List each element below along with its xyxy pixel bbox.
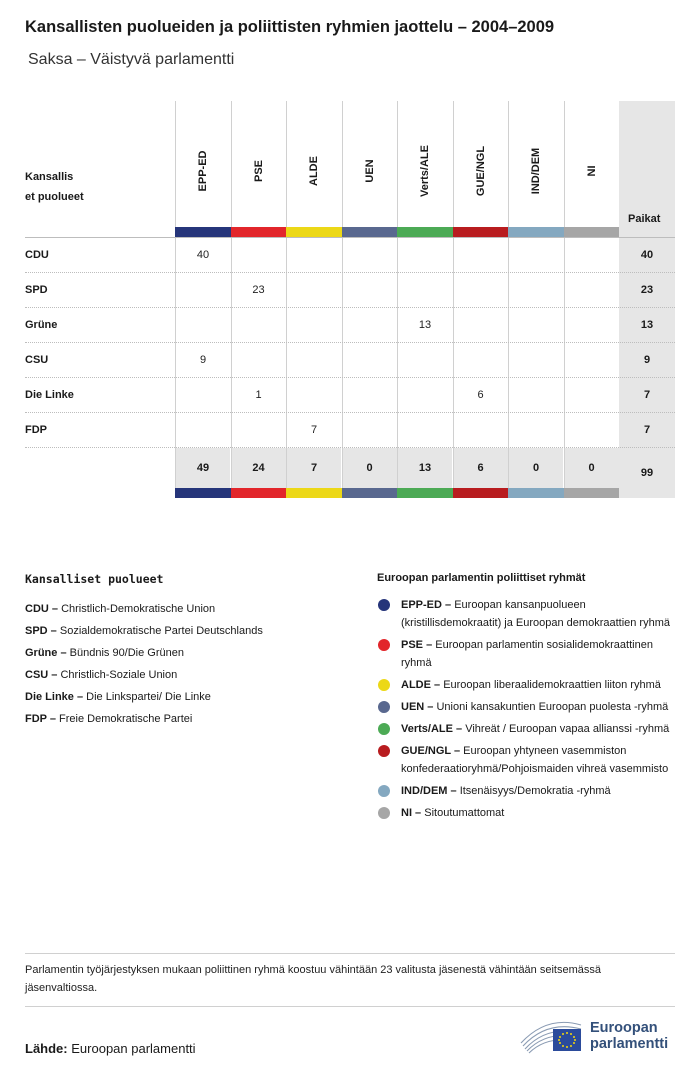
table-cell: 7: [286, 413, 341, 448]
group-legend-full: Euroopan parlamentin sosialidemokraattinen ryhmä: [401, 639, 653, 669]
table-cell: [453, 343, 508, 378]
party-legend-full: Freie Demokratische Partei: [59, 713, 193, 725]
group-color-bar: [508, 227, 564, 237]
party-legend-abbr: FDP –: [25, 713, 56, 725]
party-legend-full: Sozialdemokratische Partei Deutschlands: [59, 625, 263, 637]
group-legend-item: [377, 676, 677, 694]
group-color-dot: [378, 701, 390, 713]
party-legend-full: Christlich-Soziale Union: [60, 669, 178, 681]
seat-distribution-table: [25, 101, 675, 499]
group-legend-abbr: UEN –: [401, 701, 434, 713]
table-cell: [231, 413, 286, 448]
party-legend-item: [25, 642, 355, 664]
group-color-bar: [564, 488, 620, 498]
table-cell: [286, 308, 341, 343]
group-color-bar: [453, 227, 509, 237]
logo-text: [590, 1020, 668, 1052]
table-cell: [175, 378, 230, 413]
table-cell: [508, 308, 563, 343]
party-label: Grüne: [25, 319, 58, 331]
group-color-bar: [231, 227, 287, 237]
group-legend-full: Euroopan liberaalidemokraattien liiton ryhmä: [443, 679, 661, 691]
seats-cell: 40: [619, 238, 675, 273]
table-cell: [397, 413, 452, 448]
logo-line2: parlamentti: [590, 1036, 669, 1052]
party-legend-full: Bündnis 90/Die Grünen: [69, 647, 184, 659]
table-cell: [508, 273, 563, 308]
table-cell: 40: [175, 238, 230, 273]
table-cell: [564, 343, 619, 378]
group-legend-abbr: NI –: [401, 807, 422, 819]
total-cell: 13: [397, 448, 452, 488]
group-color-bar: [508, 488, 564, 498]
political-groups-legend: [377, 572, 677, 826]
seats-header: [619, 101, 675, 237]
group-legend-full: Euroopan kansanpuolueen (kristillisdemokraatit) ja Euroopan demokraattien ryhmä: [401, 599, 670, 629]
group-column-header: [175, 101, 230, 237]
seats-cell: 23: [619, 273, 675, 308]
group-legend-item: [377, 742, 677, 778]
group-legend-item: [377, 698, 677, 716]
table-cell: [175, 273, 230, 308]
party-label: FDP: [25, 424, 47, 436]
table-cell: [564, 378, 619, 413]
table-cell: [231, 308, 286, 343]
group-legend-item: [377, 720, 677, 738]
table-cell: [286, 273, 341, 308]
table-row: [25, 307, 675, 342]
table-cell: [397, 273, 452, 308]
total-cell: 49: [175, 448, 230, 488]
group-color-bar: [286, 227, 342, 237]
total-cell: 0: [564, 448, 619, 488]
group-color-bar: [286, 488, 342, 498]
party-legend-abbr: SPD –: [25, 625, 57, 637]
group-color-bar: [342, 227, 398, 237]
page-subtitle: Saksa – Väistyvä parlamentti: [28, 51, 235, 68]
group-color-dot: [378, 745, 390, 757]
group-color-bar: [564, 227, 620, 237]
ep-logo: [517, 1015, 677, 1057]
grand-total-cell: 99: [619, 448, 675, 498]
table-cell: [453, 308, 508, 343]
table-cell: 9: [175, 343, 230, 378]
table-cell: [397, 378, 452, 413]
group-column-header: [342, 101, 397, 237]
table-cell: [286, 378, 341, 413]
group-column-label: ALDE: [308, 156, 320, 186]
party-legend-item: [25, 598, 355, 620]
group-color-bar: [175, 227, 231, 237]
party-label: SPD: [25, 284, 48, 296]
table-cell: [231, 238, 286, 273]
group-legend-abbr: PSE –: [401, 639, 433, 651]
seats-cell: 7: [619, 378, 675, 413]
party-legend-abbr: Grüne –: [25, 647, 67, 659]
group-legend-abbr: EPP-ED –: [401, 599, 452, 611]
table-cell: [397, 343, 452, 378]
group-column-header: [564, 101, 619, 237]
group-column-header: [231, 101, 286, 237]
page-title: Kansallisten puolueiden ja poliittisten ryhmien jaottelu – 2004–2009: [25, 18, 555, 36]
group-color-dot: [378, 807, 390, 819]
table-row: [25, 377, 675, 412]
group-color-dot: [378, 679, 390, 691]
group-column-label: GUE/NGL: [474, 145, 487, 197]
total-cell: 7: [286, 448, 341, 488]
party-legend-item: [25, 664, 355, 686]
party-legend-abbr: Die Linke –: [25, 691, 84, 703]
table-cell: [342, 343, 397, 378]
table-cell: [453, 273, 508, 308]
table-cell: 6: [453, 378, 508, 413]
table-cell: [453, 413, 508, 448]
group-legend-full: Vihreät / Euroopan vapaa allianssi -ryhmä: [465, 723, 670, 735]
group-legend-item: [377, 636, 677, 672]
group-column-label: UEN: [363, 159, 376, 183]
divider: [25, 1006, 675, 1007]
group-legend-full: Sitoutumattomat: [424, 807, 505, 819]
group-color-dot: [378, 723, 390, 735]
group-column-label: IND/DEM: [530, 147, 542, 195]
table-cell: [564, 413, 619, 448]
party-label: CSU: [25, 354, 49, 366]
seats-cell: 13: [619, 308, 675, 343]
group-legend-abbr: GUE/NGL –: [401, 745, 461, 757]
group-color-bar: [453, 488, 509, 498]
table-cell: [342, 378, 397, 413]
source-label: Lähde:: [25, 1041, 68, 1056]
party-label: Die Linke: [25, 389, 74, 401]
table-cell: [231, 343, 286, 378]
footnote: Parlamentin työjärjestyksen mukaan poliittinen ryhmä koostuu vähintään 23 valitusta jäsenestä vähintään seitsemässä jäsenvaltiossa.: [25, 964, 601, 994]
table-cell: [508, 378, 563, 413]
group-legend-abbr: IND/DEM –: [401, 785, 457, 797]
table-cell: [564, 238, 619, 273]
table-row: [25, 272, 675, 307]
group-color-dot: [378, 639, 390, 651]
table-cell: [342, 273, 397, 308]
table-cell: [397, 238, 452, 273]
source-line: [25, 1041, 196, 1056]
group-color-bar: [397, 227, 453, 237]
table-row: [25, 237, 675, 272]
group-legend-abbr: ALDE –: [401, 679, 441, 691]
table-cell: [508, 413, 563, 448]
group-column-header: [286, 101, 341, 237]
party-legend-item: [25, 708, 355, 730]
table-row: [25, 412, 675, 447]
group-legend-full: Itsenäisyys/Demokratia -ryhmä: [459, 785, 611, 797]
source-value: Euroopan parlamentti: [71, 1041, 196, 1056]
parliament-emblem-icon: [517, 1015, 587, 1055]
party-legend-full: Die Linkspartei/ Die Linke: [86, 691, 211, 703]
group-legend-abbr: Verts/ALE –: [401, 723, 463, 735]
table-cell: 1: [231, 378, 286, 413]
group-legend-full: Unioni kansakuntien Euroopan puolesta -ryhmä: [436, 701, 669, 713]
group-column-header: [453, 101, 508, 237]
group-column-label: Verts/ALE: [419, 145, 431, 197]
table-cell: [175, 308, 230, 343]
group-column-header: [397, 101, 452, 237]
table-cell: 13: [397, 308, 452, 343]
group-color-bar: [342, 488, 398, 498]
table-cell: 23: [231, 273, 286, 308]
group-legend-full: Euroopan yhtyneen vasemmiston konfederaatioryhmä/Pohjoismaiden vihreä vasemmisto: [401, 745, 669, 775]
group-color-dot: [378, 785, 390, 797]
table-cell: [286, 343, 341, 378]
national-parties-heading: Kansalliset puolueet: [25, 572, 164, 586]
party-legend-abbr: CSU –: [25, 669, 58, 681]
seats-header-label: Paikat: [628, 213, 661, 225]
total-cell: 0: [508, 448, 563, 488]
table-cell: [175, 413, 230, 448]
group-color-bar: [175, 488, 231, 498]
group-legend-item: [377, 782, 677, 800]
table-row: [25, 342, 675, 377]
table-cell: [564, 273, 619, 308]
row-header-label: Kansallis et puolueet: [25, 171, 84, 203]
party-legend-item: [25, 620, 355, 642]
party-legend-item: [25, 686, 355, 708]
table-cell: [453, 238, 508, 273]
national-parties-legend: [25, 572, 355, 730]
table-cell: [508, 343, 563, 378]
party-legend-full: Christlich-Demokratische Union: [61, 603, 216, 615]
table-cell: [508, 238, 563, 273]
table-cell: [564, 308, 619, 343]
group-column-label: PSE: [252, 159, 265, 183]
political-groups-heading: Euroopan parlamentin poliittiset ryhmät: [377, 572, 586, 584]
party-legend-abbr: CDU –: [25, 603, 59, 615]
totals-row: [25, 447, 675, 487]
group-color-bar: [397, 488, 453, 498]
group-color-dot: [378, 599, 390, 611]
table-cell: [342, 413, 397, 448]
row-header: [25, 167, 85, 207]
group-color-bar: [231, 488, 287, 498]
table-cell: [286, 238, 341, 273]
party-label: CDU: [25, 249, 49, 261]
divider: [25, 953, 675, 954]
total-cell: 6: [453, 448, 508, 488]
group-legend-item: [377, 596, 677, 632]
total-cell: 0: [342, 448, 397, 488]
seats-cell: 7: [619, 413, 675, 448]
group-legend-item: [377, 804, 677, 822]
group-column-label: NI: [585, 165, 598, 177]
table-cell: [342, 238, 397, 273]
table-cell: [342, 308, 397, 343]
group-column-header: [508, 101, 563, 237]
seats-cell: 9: [619, 343, 675, 378]
logo-line1: Euroopan: [590, 1020, 658, 1036]
total-cell: 24: [231, 448, 286, 488]
group-column-label: EPP-ED: [197, 150, 209, 192]
